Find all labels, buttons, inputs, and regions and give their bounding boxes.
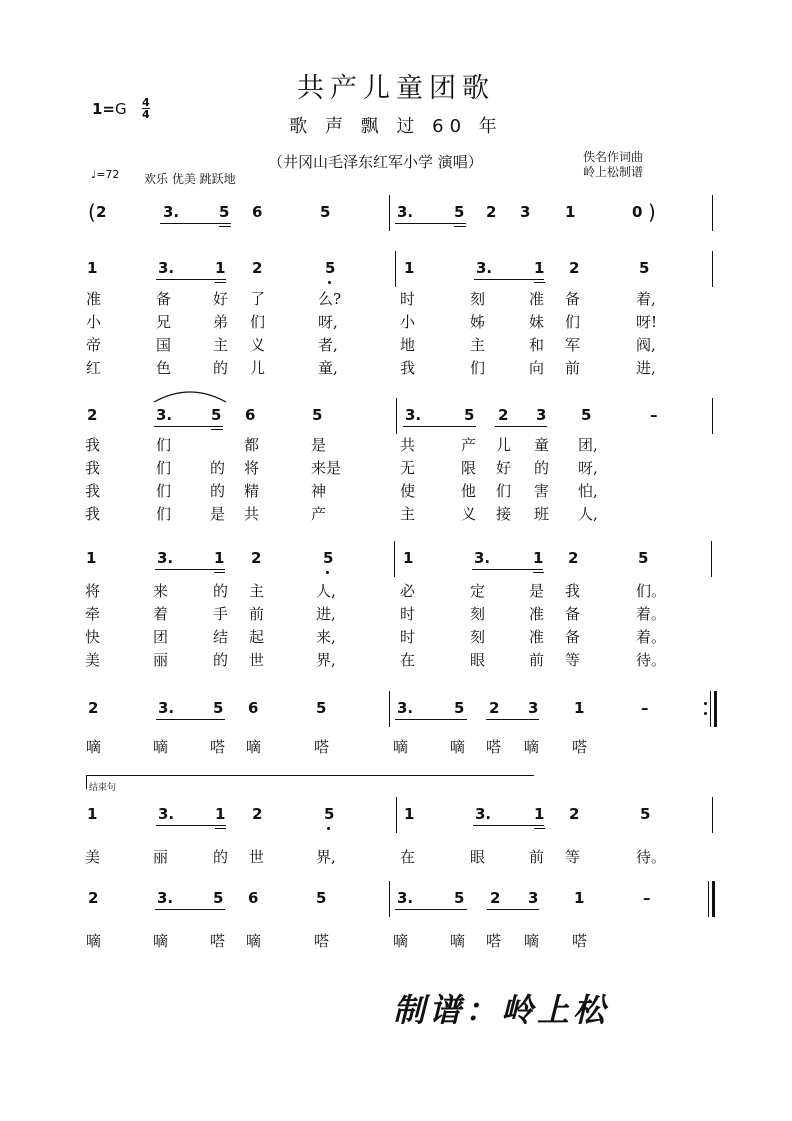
note: 1 — [565, 203, 576, 221]
beam — [211, 429, 223, 430]
lyric: 了 — [250, 290, 266, 308]
note: 1 — [404, 805, 415, 823]
lyric: 好 — [213, 290, 229, 308]
ending-label: 结束句 — [89, 783, 117, 793]
lyric: 在 — [400, 848, 416, 866]
lyric: 嗒 — [572, 932, 588, 950]
beam — [395, 223, 466, 224]
note: 5 — [213, 889, 224, 907]
lyric: 小 — [400, 313, 416, 331]
note: 2 — [88, 889, 99, 907]
lyric: 美 — [85, 651, 101, 669]
note: 3 — [520, 203, 531, 221]
note: 3. — [158, 805, 175, 823]
lyric: 使 — [400, 482, 416, 500]
note: 5 — [213, 699, 224, 717]
note: 5 — [320, 203, 331, 221]
lyric: 共 — [400, 436, 416, 454]
lyric: 弟 — [213, 313, 229, 331]
barline — [711, 541, 712, 577]
lyric: 我 — [565, 582, 581, 600]
lyric: 前 — [529, 651, 545, 669]
lyric: 们。 — [636, 582, 667, 600]
lyric: 时 — [400, 628, 416, 646]
lyric: 主 — [213, 336, 229, 354]
note: 5 — [638, 549, 649, 567]
lyric: 们 — [496, 482, 512, 500]
note: 2 — [490, 889, 501, 907]
note: – — [643, 889, 651, 907]
note: 1 — [534, 805, 545, 823]
lyric: 嘀 — [524, 738, 540, 756]
repeat-barline — [710, 691, 711, 727]
final-barline — [708, 881, 709, 917]
note: 2 — [568, 549, 579, 567]
lyric: 主 — [470, 336, 486, 354]
lyric: 帝 — [86, 336, 102, 354]
lyric: 们 — [156, 505, 172, 523]
lyric: 准 — [529, 605, 545, 623]
note: 3. — [163, 203, 180, 221]
lyric: 我 — [85, 482, 101, 500]
barline — [396, 398, 397, 434]
slur — [150, 386, 230, 406]
note: 2 — [252, 259, 263, 277]
lyric: 备 — [156, 290, 172, 308]
lyric: 军 — [565, 336, 581, 354]
barline — [712, 195, 713, 231]
lyric: 人, — [316, 582, 336, 600]
note: 3 — [528, 699, 539, 717]
lyric: 儿 — [250, 359, 266, 377]
lyric: 嗒 — [210, 738, 226, 756]
lyric: 向 — [529, 359, 545, 377]
lyric: 来是 — [311, 459, 342, 477]
note: 3 — [536, 406, 547, 424]
beam — [214, 572, 225, 573]
low-octave-dot — [326, 571, 329, 574]
beam — [487, 909, 539, 910]
beam — [534, 828, 545, 829]
lyric: 嗒 — [210, 932, 226, 950]
note: 1 — [87, 259, 98, 277]
lyric: 备 — [565, 628, 581, 646]
note: 3. — [476, 259, 493, 277]
lyric: 们 — [156, 459, 172, 477]
note: 2 — [486, 203, 497, 221]
note: 3. — [475, 805, 492, 823]
lyric: 的 — [213, 359, 229, 377]
note: 3. — [157, 549, 174, 567]
lyric: 着。 — [636, 628, 667, 646]
note: 3. — [474, 549, 491, 567]
lyric: 姊 — [470, 313, 486, 331]
lyric: 共 — [244, 505, 260, 523]
lyric: 世 — [249, 848, 265, 866]
lyric: 们 — [250, 313, 266, 331]
lyric: 嘀 — [86, 932, 102, 950]
beam — [154, 426, 223, 427]
lyric: 怕, — [578, 482, 598, 500]
note: 6 — [248, 699, 259, 717]
lyric: 刻 — [470, 628, 486, 646]
repeat-dot — [704, 702, 707, 705]
lyric: 嘀 — [450, 738, 466, 756]
lyric: 世 — [249, 651, 265, 669]
beam — [403, 426, 476, 427]
note: 5 — [323, 549, 334, 567]
lyric: 班 — [534, 505, 550, 523]
lyric: 都 — [244, 436, 260, 454]
beam — [155, 909, 225, 910]
beam — [215, 282, 226, 283]
credit-lyricist: 佚名作词曲 — [583, 150, 644, 164]
note: 2 — [88, 699, 99, 717]
beam — [473, 825, 544, 826]
lyric: 嗒 — [486, 932, 502, 950]
note: 1 — [215, 259, 226, 277]
barline — [389, 691, 390, 727]
lyric: 起 — [249, 628, 265, 646]
song-title: 共产儿童团歌 — [297, 73, 495, 104]
lyric: 嗒 — [314, 932, 330, 950]
lyric: 和 — [529, 336, 545, 354]
lyric: 童, — [318, 359, 338, 377]
lyric: 等 — [565, 651, 581, 669]
beam — [160, 223, 231, 224]
note: 6 — [248, 889, 259, 907]
lyric: 进, — [316, 605, 336, 623]
lyric: 嗒 — [572, 738, 588, 756]
key-signature: 1=G — [92, 100, 127, 118]
note: 2 — [569, 259, 580, 277]
lyric: 无 — [400, 459, 416, 477]
note: 5 — [219, 203, 230, 221]
lyric: 前 — [249, 605, 265, 623]
note: – — [641, 699, 649, 717]
lyric: 是 — [529, 582, 545, 600]
note: 5 — [581, 406, 592, 424]
repeat-dot — [704, 712, 707, 715]
note: 2 — [498, 406, 509, 424]
lyric: 着。 — [636, 605, 667, 623]
lyric: 妹 — [529, 313, 545, 331]
note: 3. — [397, 203, 414, 221]
note: 0 — [632, 203, 643, 221]
note: 5 — [454, 889, 465, 907]
note: 3. — [157, 889, 174, 907]
lyric: 么? — [318, 290, 342, 308]
note: 5 — [454, 203, 465, 221]
lyric: 者, — [318, 336, 338, 354]
note: 3. — [397, 889, 414, 907]
lyric: 的 — [534, 459, 550, 477]
beam — [474, 279, 544, 280]
lyric: 色 — [156, 359, 172, 377]
lyric: 呀, — [318, 313, 338, 331]
lyric: 嘀 — [450, 932, 466, 950]
lyric: 准 — [86, 290, 102, 308]
lyric: 产 — [311, 505, 327, 523]
lyric: 他 — [461, 482, 477, 500]
lyric: 界, — [316, 651, 336, 669]
lyric: 是 — [311, 436, 327, 454]
lyric: 等 — [565, 848, 581, 866]
lyric: 着 — [153, 605, 169, 623]
beam — [534, 282, 545, 283]
lyric: 主 — [400, 505, 416, 523]
low-octave-dot — [328, 281, 331, 284]
lyric: 好 — [496, 459, 512, 477]
lyric: 来, — [316, 628, 336, 646]
song-subtitle: 歌 声 飘 过 60 年 — [289, 116, 503, 137]
lyric: 准 — [529, 628, 545, 646]
lyric: 我 — [85, 436, 101, 454]
note: 6 — [252, 203, 263, 221]
barline — [712, 251, 713, 287]
lyric: 呀, — [578, 459, 598, 477]
note: 5 — [464, 406, 475, 424]
lyric: 的 — [210, 482, 226, 500]
lyric: 嘀 — [246, 738, 262, 756]
lyric: 眼 — [470, 651, 486, 669]
lyric: 必 — [400, 582, 416, 600]
beam — [219, 226, 231, 227]
lyric: 嗒 — [314, 738, 330, 756]
lyric: 害 — [534, 482, 550, 500]
lyric: 将 — [244, 459, 260, 477]
note: 1 — [214, 549, 225, 567]
lyric: 义 — [250, 336, 266, 354]
lyric: 美 — [85, 848, 101, 866]
lyric: 儿 — [496, 436, 512, 454]
lyric: 丽 — [153, 651, 169, 669]
lyric: 们 — [470, 359, 486, 377]
note: 5 — [211, 406, 222, 424]
beam — [495, 426, 547, 427]
beam — [156, 719, 225, 720]
note: 3. — [405, 406, 422, 424]
note: 5 — [639, 259, 650, 277]
intro-open-paren: ( — [88, 200, 96, 224]
note: 2 — [569, 805, 580, 823]
lyric: 阀, — [636, 336, 656, 354]
ending-line — [86, 775, 534, 776]
lyric: 接 — [496, 505, 512, 523]
lyric: 神 — [311, 482, 327, 500]
barline — [396, 797, 397, 833]
note: 3. — [158, 699, 175, 717]
lyric: 主 — [249, 582, 265, 600]
lyric: 的 — [213, 651, 229, 669]
lyric: 待。 — [636, 651, 667, 669]
lyric: 限 — [461, 459, 477, 477]
note: 5 — [312, 406, 323, 424]
lyric: 快 — [85, 628, 101, 646]
lyric: 嘀 — [153, 738, 169, 756]
note: 2 — [87, 406, 98, 424]
lyric: 备 — [565, 605, 581, 623]
note: 1 — [533, 549, 544, 567]
credit-transcriber: 岭上松制谱 — [583, 165, 644, 179]
note: 6 — [245, 406, 256, 424]
beam — [215, 828, 226, 829]
lyric: 时 — [400, 290, 416, 308]
note: 3. — [397, 699, 414, 717]
lyric: 嘀 — [86, 738, 102, 756]
lyric: 我 — [85, 459, 101, 477]
beam — [156, 825, 226, 826]
lyric: 手 — [213, 605, 229, 623]
lyric: 将 — [85, 582, 101, 600]
note: 1 — [86, 549, 97, 567]
lyric: 我 — [85, 505, 101, 523]
lyric: 丽 — [153, 848, 169, 866]
ending-tick — [86, 775, 87, 789]
note: 5 — [454, 699, 465, 717]
lyric: 来 — [153, 582, 169, 600]
beam — [486, 719, 539, 720]
lyric: 嘀 — [524, 932, 540, 950]
intro-close-paren: ) — [648, 200, 656, 224]
lyric: 准 — [529, 290, 545, 308]
note: 2 — [96, 203, 107, 221]
lyric: 界, — [316, 848, 336, 866]
lyric: 团 — [153, 628, 169, 646]
repeat-barline-bold — [714, 691, 717, 727]
lyric: 结 — [213, 628, 229, 646]
note: 2 — [252, 805, 263, 823]
beam — [395, 909, 467, 910]
note: 3. — [156, 406, 173, 424]
lyric: 嘀 — [153, 932, 169, 950]
low-octave-dot — [327, 827, 330, 830]
note: 5 — [324, 805, 335, 823]
lyric: 国 — [156, 336, 172, 354]
lyric: 着, — [636, 290, 656, 308]
note: – — [650, 406, 658, 424]
time-signature: 4 4 — [142, 96, 150, 121]
lyric: 精 — [244, 482, 260, 500]
lyric: 的 — [213, 582, 229, 600]
barline — [712, 797, 713, 833]
lyric: 红 — [86, 359, 102, 377]
lyric: 义 — [461, 505, 477, 523]
beam — [454, 226, 466, 227]
note: 5 — [316, 699, 327, 717]
lyric: 刻 — [470, 605, 486, 623]
note: 1 — [87, 805, 98, 823]
lyric: 的 — [210, 459, 226, 477]
lyric: 地 — [400, 336, 416, 354]
lyric: 嘀 — [393, 932, 409, 950]
lyric: 我 — [400, 359, 416, 377]
lyric: 小 — [86, 313, 102, 331]
lyric: 牵 — [85, 605, 101, 623]
lyric: 备 — [565, 290, 581, 308]
lyric: 待。 — [636, 848, 667, 866]
lyric: 是 — [210, 505, 226, 523]
note: 1 — [404, 259, 415, 277]
lyric: 前 — [565, 359, 581, 377]
beam — [472, 569, 543, 570]
note: 3 — [528, 889, 539, 907]
lyric: 在 — [400, 651, 416, 669]
lyric: 兄 — [156, 313, 172, 331]
lyric: 前 — [529, 848, 545, 866]
transcriber-signature: 制谱：岭上松 — [393, 991, 610, 1029]
note: 1 — [534, 259, 545, 277]
lyric: 的 — [213, 848, 229, 866]
mood-marking: 欢乐 优美 跳跃地 — [144, 172, 236, 186]
lyric: 人, — [578, 505, 598, 523]
lyric: 刻 — [470, 290, 486, 308]
barline — [712, 398, 713, 434]
lyric: 产 — [461, 436, 477, 454]
note: 2 — [489, 699, 500, 717]
note: 5 — [640, 805, 651, 823]
barline — [395, 251, 396, 287]
barline — [394, 541, 395, 577]
lyric: 呀! — [636, 313, 658, 331]
lyric: 嘀 — [393, 738, 409, 756]
note: 1 — [574, 699, 585, 717]
lyric: 团, — [578, 436, 598, 454]
note: 1 — [403, 549, 414, 567]
beam — [156, 279, 226, 280]
lyric: 们 — [156, 436, 172, 454]
note: 5 — [325, 259, 336, 277]
lyric: 童 — [534, 436, 550, 454]
lyric: 定 — [470, 582, 486, 600]
beam — [155, 569, 225, 570]
lyric: 嗒 — [486, 738, 502, 756]
note: 2 — [251, 549, 262, 567]
note: 1 — [574, 889, 585, 907]
lyric: 们 — [156, 482, 172, 500]
lyric: 进, — [636, 359, 656, 377]
tempo-marking: ♩=72 — [91, 168, 120, 181]
lyric: 眼 — [470, 848, 486, 866]
beam — [395, 719, 467, 720]
note: 5 — [316, 889, 327, 907]
barline — [389, 881, 390, 917]
barline — [389, 195, 390, 231]
lyric: 嘀 — [246, 932, 262, 950]
performer: （井冈山毛泽东红军小学 演唱） — [268, 153, 483, 171]
lyric: 们 — [565, 313, 581, 331]
lyric: 时 — [400, 605, 416, 623]
note: 3. — [158, 259, 175, 277]
beam — [533, 572, 544, 573]
final-barline-bold — [712, 881, 715, 917]
note: 1 — [215, 805, 226, 823]
